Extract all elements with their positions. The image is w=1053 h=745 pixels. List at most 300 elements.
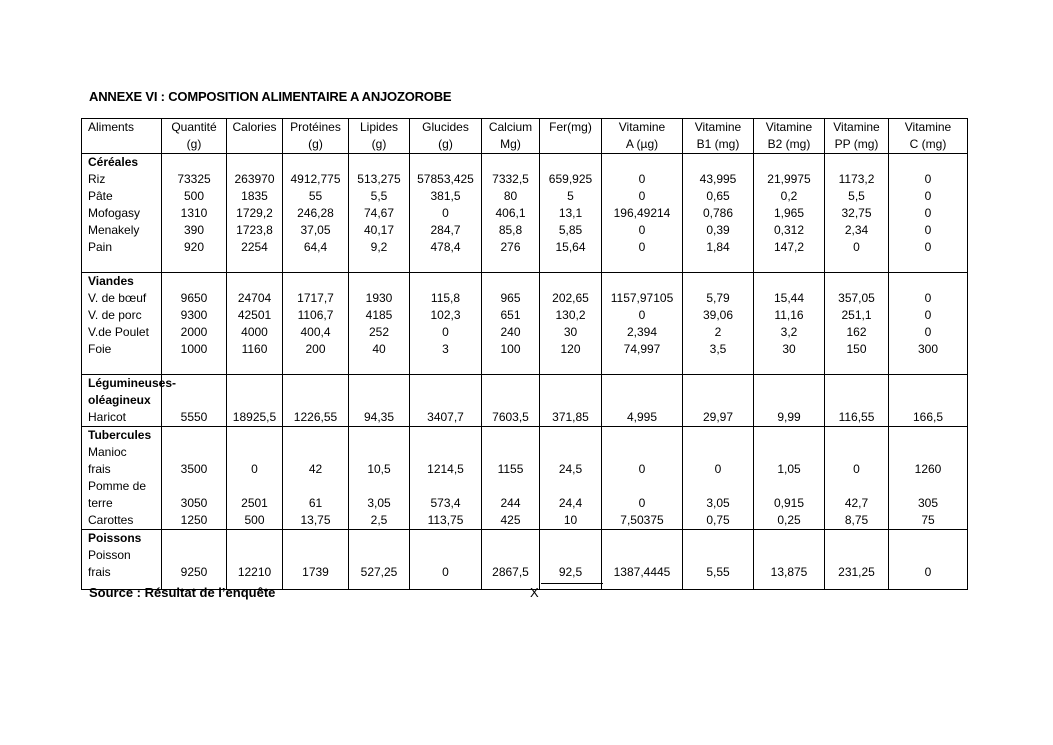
value-text: 3407,7 — [427, 410, 464, 424]
value-text: 13,875 — [770, 565, 808, 579]
column-header-7 — [540, 119, 602, 154]
value-text: 3 — [442, 342, 449, 356]
value-text: 21,9975 — [767, 172, 811, 186]
page-title: ANNEXE VI : COMPOSITION ALIMENTAIRE A ANJOZOROBE — [89, 89, 452, 104]
value-text: 13,75 — [300, 513, 331, 527]
value-text: 390 — [183, 223, 205, 237]
value-text: 5,5 — [370, 189, 388, 203]
value-text: 0 — [924, 172, 932, 186]
header-text: Quantité — [171, 120, 217, 134]
group-row — [82, 375, 968, 427]
value-text: 39,06 — [702, 308, 734, 322]
value-cell — [602, 273, 683, 375]
value-cell — [227, 427, 283, 530]
value-cell — [227, 273, 283, 375]
value-text: 8,75 — [844, 513, 869, 527]
value-cell — [349, 273, 410, 375]
value-text: 305 — [917, 496, 939, 510]
column-header-10 — [754, 119, 825, 154]
value-text: 0 — [924, 565, 932, 579]
value-cell — [754, 273, 825, 375]
item-name: terre — [88, 496, 113, 510]
value-text: 1835 — [241, 189, 268, 203]
value-cell — [349, 375, 410, 427]
value-text: 64,4 — [303, 240, 328, 254]
value-text: 0,2 — [780, 189, 798, 203]
value-cell — [889, 375, 968, 427]
value-cell — [683, 530, 754, 590]
value-cell — [227, 530, 283, 590]
category-label: Légumineuses- — [88, 376, 177, 390]
value-text: 0 — [638, 496, 646, 510]
value-text: 147,2 — [773, 240, 805, 254]
composition-table — [81, 118, 968, 590]
value-text: 92,5 — [558, 565, 583, 579]
value-text: 9,99 — [777, 410, 801, 424]
header-text: B2 (mg) — [767, 137, 811, 151]
value-text: 24,4 — [558, 496, 583, 510]
value-cell — [825, 273, 889, 375]
value-text: 3,05 — [706, 496, 730, 510]
header-text: Vitamine — [833, 120, 880, 134]
value-text: 0 — [638, 189, 646, 203]
value-text: 85,8 — [498, 223, 523, 237]
value-text: 100 — [500, 342, 521, 356]
value-cell — [162, 530, 227, 590]
category-label: Tubercules — [88, 428, 152, 442]
header-text: Fer(mg) — [549, 120, 592, 134]
column-header-8 — [602, 119, 683, 154]
value-text: 5,55 — [706, 565, 730, 579]
value-text: 4,995 — [626, 410, 658, 424]
value-text: 1930 — [365, 291, 393, 305]
value-cell — [227, 154, 283, 273]
column-header-1 — [162, 119, 227, 154]
value-text: 1155 — [497, 462, 524, 476]
value-cell — [162, 154, 227, 273]
value-cell — [162, 273, 227, 375]
header-text: B1 (mg) — [696, 137, 740, 151]
value-text: 0 — [442, 325, 449, 339]
value-text: 2,34 — [844, 223, 869, 237]
value-text: 478,4 — [430, 240, 461, 254]
value-text: 0 — [442, 206, 449, 220]
value-cell — [889, 273, 968, 375]
value-text: 5,85 — [558, 223, 583, 237]
aliment-cell — [82, 375, 177, 427]
value-text: 0,786 — [702, 206, 734, 220]
value-text: 965 — [500, 291, 521, 305]
value-text: 0 — [924, 325, 932, 339]
value-text: 200 — [305, 342, 326, 356]
value-text: 162 — [846, 325, 867, 339]
value-text: 29,97 — [702, 410, 734, 424]
item-name: Haricot — [88, 410, 127, 424]
value-text: 251,1 — [841, 308, 872, 322]
value-text: 527,25 — [360, 565, 398, 579]
header-text: Vitamine — [765, 120, 813, 134]
value-cell — [410, 530, 482, 590]
value-text: 30 — [563, 325, 578, 339]
value-cell — [754, 427, 825, 530]
value-text: 0 — [638, 223, 646, 237]
value-text: 80 — [503, 189, 518, 203]
value-cell — [754, 530, 825, 590]
value-text: 1173,2 — [838, 172, 875, 186]
value-text: 9250 — [180, 565, 208, 579]
value-text: 2,5 — [370, 513, 388, 527]
item-name: Foie — [88, 342, 112, 356]
value-text: 43,995 — [699, 172, 737, 186]
header-text: Calcium — [488, 120, 533, 134]
value-cell — [410, 273, 482, 375]
column-header-2 — [227, 119, 283, 154]
value-cell — [482, 530, 540, 590]
value-cell — [227, 375, 283, 427]
item-name: Mofogasy — [88, 206, 141, 220]
value-text: 2254 — [241, 240, 268, 254]
value-cell — [540, 427, 602, 530]
value-text: 3,5 — [709, 342, 727, 356]
aliment-cell — [82, 530, 162, 590]
value-text: 0 — [924, 206, 932, 220]
value-text: 9300 — [180, 308, 208, 322]
value-text: 0 — [714, 462, 722, 476]
value-text: 4185 — [365, 308, 393, 322]
value-cell — [602, 154, 683, 273]
value-cell — [889, 154, 968, 273]
value-text: 37,05 — [300, 223, 331, 237]
header-text: Aliments — [88, 120, 135, 134]
value-text: 61 — [308, 496, 323, 510]
value-cell — [540, 375, 602, 427]
value-text: 74,997 — [623, 342, 661, 356]
value-text: 659,925 — [548, 172, 593, 186]
value-text: 425 — [500, 513, 521, 527]
value-text: 30 — [782, 342, 796, 356]
value-text: 40,17 — [363, 223, 395, 237]
value-text: 1106,7 — [297, 308, 334, 322]
value-text: 246,28 — [297, 206, 334, 220]
item-name: Poisson — [88, 548, 131, 562]
value-cell — [410, 375, 482, 427]
value-text: 371,85 — [552, 410, 589, 424]
value-cell — [482, 273, 540, 375]
header-text: A (µg) — [625, 137, 659, 151]
value-cell — [602, 427, 683, 530]
column-header-5 — [410, 119, 482, 154]
value-text: 120 — [560, 342, 581, 356]
value-text: 1729,2 — [236, 206, 273, 220]
value-text: 32,75 — [841, 206, 872, 220]
value-text: 5,5 — [848, 189, 865, 203]
header-text: PP (mg) — [834, 137, 879, 151]
value-text: 0 — [638, 462, 646, 476]
value-text: 24704 — [237, 291, 272, 305]
value-text: 252 — [368, 325, 390, 339]
value-text: 0 — [638, 308, 646, 322]
group-row — [82, 530, 968, 590]
value-text: 9650 — [180, 291, 208, 305]
header-text: Glucides — [422, 120, 469, 134]
item-name: V.de Poulet — [88, 325, 149, 339]
value-text: 1226,55 — [293, 410, 338, 424]
value-text: 0 — [853, 462, 860, 476]
header-text: (g) — [308, 137, 323, 151]
value-text: 1739 — [302, 565, 329, 579]
value-cell — [825, 154, 889, 273]
column-header-3 — [283, 119, 349, 154]
item-name: Carottes — [88, 513, 134, 527]
value-text: 73325 — [177, 172, 211, 186]
value-text: 0 — [853, 240, 860, 254]
value-text: 3500 — [180, 462, 208, 476]
value-cell — [162, 427, 227, 530]
value-text: 42 — [308, 462, 323, 476]
value-text: 1160 — [241, 342, 268, 356]
source-note: Source : Résultat de l’enquête — [89, 585, 276, 600]
value-text: 10 — [563, 513, 578, 527]
stray-underline — [541, 583, 603, 584]
value-cell — [410, 427, 482, 530]
value-text: 231,25 — [838, 565, 875, 579]
value-text: 0 — [638, 240, 646, 254]
value-text: 150 — [846, 342, 867, 356]
value-cell — [602, 530, 683, 590]
column-header-0 — [82, 119, 162, 154]
value-text: 0,65 — [706, 189, 730, 203]
value-cell — [349, 530, 410, 590]
value-text: 2000 — [180, 325, 208, 339]
value-cell — [349, 427, 410, 530]
header-row — [82, 119, 968, 154]
item-name: frais — [88, 462, 111, 476]
category-label: Céréales — [88, 155, 139, 169]
value-text: 202,65 — [552, 291, 589, 305]
item-name: V. de porc — [88, 308, 142, 322]
value-text: 196,49214 — [613, 206, 671, 220]
value-cell — [602, 375, 683, 427]
value-cell — [889, 427, 968, 530]
aliment-cell — [82, 427, 162, 530]
item-name: Riz — [88, 172, 106, 186]
value-text: 1310 — [180, 206, 208, 220]
value-text: 1,965 — [773, 206, 805, 220]
value-text: 74,67 — [363, 206, 395, 220]
value-text: 5550 — [180, 410, 208, 424]
item-name: V. de bœuf — [88, 291, 147, 305]
value-text: 284,7 — [430, 223, 461, 237]
value-text: 1260 — [914, 462, 942, 476]
value-text: 3,2 — [780, 325, 798, 339]
header-text: Protéines — [290, 120, 341, 134]
value-text: 115,8 — [430, 291, 461, 305]
value-text: 357,05 — [838, 291, 875, 305]
value-text: 381,5 — [430, 189, 461, 203]
value-text: 9,2 — [370, 240, 388, 254]
header-text: Vitamine — [694, 120, 742, 134]
value-text: 300 — [917, 342, 939, 356]
x-mark: X — [530, 585, 539, 600]
value-cell — [540, 530, 602, 590]
value-text: 400,4 — [300, 325, 331, 339]
column-header-4 — [349, 119, 410, 154]
value-text: 15,44 — [773, 291, 805, 305]
value-text: 2,394 — [626, 325, 658, 339]
header-text: C (mg) — [909, 137, 947, 151]
value-text: 4912,775 — [290, 172, 341, 186]
header-text: Lipides — [359, 120, 399, 134]
value-text: 920 — [183, 240, 205, 254]
value-text: 116,55 — [838, 410, 875, 424]
value-text: 2501 — [241, 496, 268, 510]
value-text: 0,25 — [777, 513, 801, 527]
item-name: Pâte — [88, 189, 113, 203]
value-text: 42,7 — [844, 496, 869, 510]
value-cell — [540, 154, 602, 273]
value-text: 7603,5 — [492, 410, 529, 424]
category-label: Poissons — [88, 531, 142, 545]
value-text: 0,75 — [706, 513, 730, 527]
value-cell — [825, 530, 889, 590]
value-text: 42501 — [237, 308, 272, 322]
value-text: 75 — [921, 513, 935, 527]
value-cell — [283, 530, 349, 590]
column-header-9 — [683, 119, 754, 154]
value-text: 7332,5 — [492, 172, 529, 186]
value-cell — [683, 273, 754, 375]
header-text: Calories — [232, 120, 277, 134]
group-row — [82, 427, 968, 530]
value-text: 263970 — [234, 172, 275, 186]
value-text: 0 — [251, 462, 258, 476]
value-text: 276 — [500, 240, 521, 254]
value-text: 1214,5 — [427, 462, 464, 476]
header-text: Mg) — [500, 137, 521, 151]
value-text: 0,39 — [706, 223, 730, 237]
value-cell — [349, 154, 410, 273]
header-text: (g) — [371, 137, 387, 151]
item-name: Manioc — [88, 445, 127, 459]
item-name: frais — [88, 565, 111, 579]
value-text: 3050 — [180, 496, 208, 510]
value-cell — [683, 427, 754, 530]
value-text: 573,4 — [430, 496, 461, 510]
value-text: 12210 — [237, 565, 272, 579]
value-text: 130,2 — [555, 308, 586, 322]
aliment-cell — [82, 154, 162, 273]
value-text: 0,915 — [773, 496, 805, 510]
value-text: 1,84 — [706, 240, 730, 254]
value-cell — [482, 375, 540, 427]
value-text: 1000 — [180, 342, 208, 356]
value-text: 102,3 — [430, 308, 461, 322]
value-text: 55 — [308, 189, 323, 203]
value-text: 11,16 — [774, 308, 804, 322]
value-text: 500 — [183, 189, 205, 203]
value-text: 0 — [638, 172, 646, 186]
column-header-11 — [825, 119, 889, 154]
value-cell — [482, 154, 540, 273]
value-text: 40 — [372, 342, 386, 356]
header-text: (g) — [186, 137, 202, 151]
value-text: 10,5 — [367, 462, 391, 476]
value-text: 0 — [924, 240, 932, 254]
value-text: 1723,8 — [236, 223, 273, 237]
value-text: 24,5 — [558, 462, 583, 476]
value-cell — [482, 427, 540, 530]
value-text: 0 — [924, 223, 932, 237]
value-text: 406,1 — [495, 206, 526, 220]
value-text: 0 — [924, 291, 932, 305]
value-text: 1717,7 — [297, 291, 334, 305]
value-text: 113,75 — [427, 513, 464, 527]
value-cell — [825, 427, 889, 530]
value-cell — [754, 154, 825, 273]
value-text: 2867,5 — [492, 565, 529, 579]
value-cell — [283, 273, 349, 375]
value-cell — [540, 273, 602, 375]
item-name: Menakely — [88, 223, 140, 237]
column-header-6 — [482, 119, 540, 154]
value-cell — [754, 375, 825, 427]
value-text: 1387,4445 — [613, 565, 671, 579]
value-cell — [889, 530, 968, 590]
value-text: 15,64 — [555, 240, 586, 254]
value-text: 1250 — [180, 513, 208, 527]
value-text: 5 — [567, 189, 574, 203]
value-cell — [410, 154, 482, 273]
value-text: 13,1 — [558, 206, 583, 220]
item-name: Pomme de — [88, 479, 147, 493]
value-cell — [683, 375, 754, 427]
header-text: Vitamine — [618, 120, 666, 134]
value-text: 1,05 — [777, 462, 801, 476]
group-row — [82, 273, 968, 375]
value-text: 0 — [442, 565, 449, 579]
value-cell — [283, 427, 349, 530]
aliment-cell — [82, 273, 162, 375]
value-text: 166,5 — [912, 410, 944, 424]
value-text: 513,275 — [357, 172, 401, 186]
value-text: 3,05 — [367, 496, 391, 510]
group-row — [82, 154, 968, 273]
category-label: oléagineux — [88, 393, 151, 407]
value-text: 500 — [244, 513, 265, 527]
value-text: 0 — [924, 308, 932, 322]
value-cell — [683, 154, 754, 273]
value-text: 4000 — [241, 325, 268, 339]
value-cell — [283, 375, 349, 427]
value-text: 244 — [500, 496, 521, 510]
value-text: 0,312 — [773, 223, 805, 237]
category-label: Viandes — [88, 274, 134, 288]
value-cell — [283, 154, 349, 273]
value-text: 0 — [924, 189, 932, 203]
value-text: 240 — [500, 325, 521, 339]
header-text: (g) — [438, 137, 453, 151]
header-text: Vitamine — [904, 120, 952, 134]
value-text: 651 — [500, 308, 521, 322]
value-text: 57853,425 — [417, 172, 474, 186]
column-header-12 — [889, 119, 968, 154]
value-text: 2 — [714, 325, 722, 339]
value-text: 7,50375 — [620, 513, 664, 527]
item-name: Pain — [88, 240, 113, 254]
value-cell — [825, 375, 889, 427]
value-text: 5,79 — [706, 291, 730, 305]
value-text: 94,35 — [363, 410, 395, 424]
